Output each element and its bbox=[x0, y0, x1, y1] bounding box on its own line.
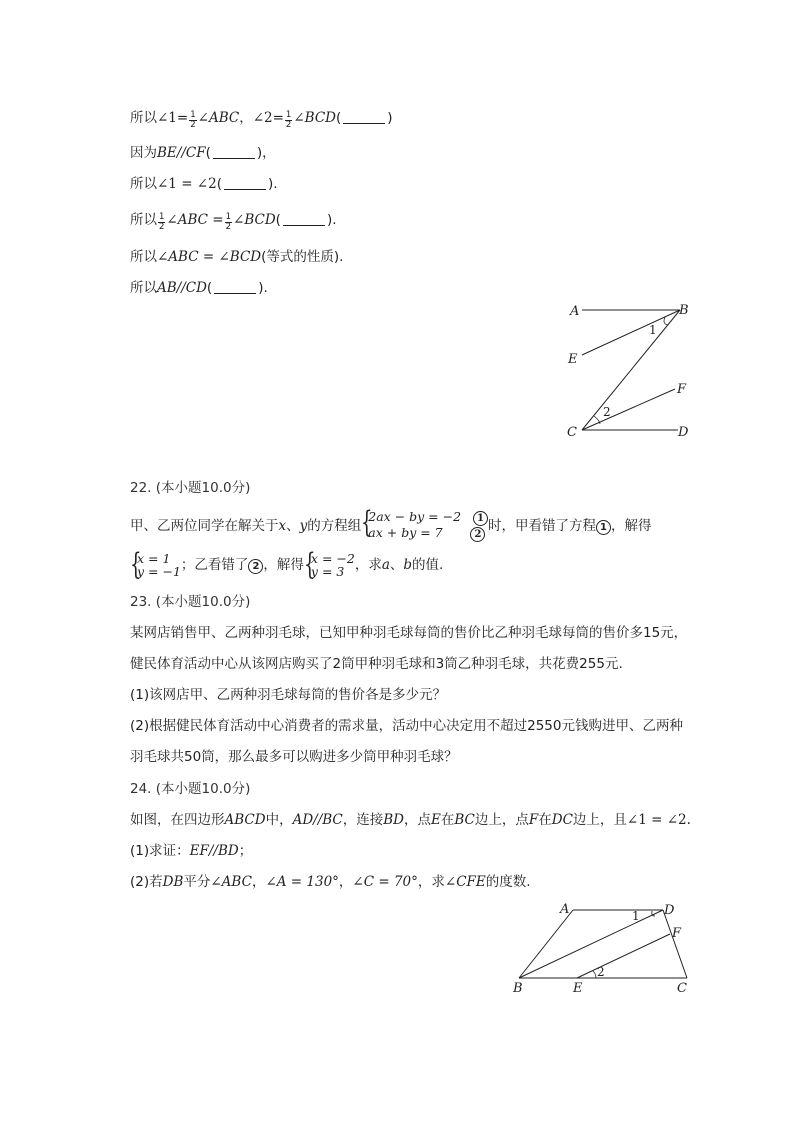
label-a: A bbox=[560, 902, 570, 917]
q24-para-1: 如图，在四边形ABCD中，AD//BC，连接BD，点E在BC边上，点F在DC边上，且∠1 = ∠2. bbox=[130, 812, 691, 828]
line-cf bbox=[582, 389, 675, 430]
solution-system-2: { x = −2 y = 3 bbox=[303, 547, 355, 582]
proof-line-5: 所以∠ABC = ∠BCD(等式的性质). bbox=[130, 249, 344, 265]
label-c: C bbox=[677, 981, 687, 996]
proof-line-6: 所以AB//CD( ). bbox=[130, 280, 268, 296]
label-angle-1: 1 bbox=[649, 323, 657, 337]
label-f: F bbox=[677, 382, 687, 397]
label-angle-2: 2 bbox=[603, 405, 611, 419]
q23-para-1: 某网店销售甲、乙两种羽毛球，已知甲种羽毛球每筒的售价比乙种羽毛球每筒的售价多15元， bbox=[130, 625, 688, 641]
answer-blank[interactable] bbox=[283, 212, 325, 226]
q23-sub-1: (1)该网店甲、乙两种羽毛球每筒的售价各是多少元？ bbox=[130, 687, 447, 703]
figure-quadrilateral bbox=[505, 898, 705, 998]
q23-para-2: 健民体育活动中心从该网店购买了2筒甲种羽毛球和3筒乙种羽毛球，共花费255元. bbox=[130, 656, 623, 672]
q22-line-2: { x = 1 y = −1 ；乙看错了 2 ，解得 { x = −2 y = 3 ，求a、b的值. bbox=[130, 547, 444, 582]
q24-sub-2: (2)若DB平分∠ABC，∠A = 130°，∠C = 70°，求∠CFE的度数. bbox=[130, 874, 531, 890]
q23-header: 23. (本小题10.0分) bbox=[130, 594, 251, 610]
q24-header: 24. (本小题10.0分) bbox=[130, 781, 251, 797]
answer-blank[interactable] bbox=[214, 280, 256, 294]
answer-blank[interactable] bbox=[213, 145, 255, 159]
angle-1-arc bbox=[664, 317, 668, 325]
label-c: C bbox=[567, 425, 577, 440]
label-angle-2: 2 bbox=[597, 965, 605, 979]
proof-line-1: 所以∠1= $\frac{1}{2}$ ∠ABC，∠2= $\frac{1}{2}$ ∠BCD( ) bbox=[130, 110, 393, 130]
equation-system: { 2ax − by = −2 1 ax + by = 7 2 bbox=[361, 510, 488, 542]
label-d: D bbox=[664, 903, 675, 918]
label-f: F bbox=[672, 926, 682, 941]
q24-sub-1: (1)求证：EF//BD； bbox=[130, 843, 253, 859]
line-bc bbox=[582, 310, 680, 430]
line-eb bbox=[582, 310, 680, 355]
diagonal-bd bbox=[519, 910, 663, 978]
q22-header: 22. (本小题10.0分) bbox=[130, 480, 251, 496]
proof-line-4: 所以 $\frac{1}{2}$ ∠ABC = $\frac{1}{2}$ ∠BCD( ). bbox=[130, 212, 337, 232]
label-a: A bbox=[570, 304, 580, 319]
solution-system-1: { x = 1 y = −1 bbox=[130, 547, 181, 582]
answer-blank[interactable] bbox=[224, 176, 266, 190]
proof-line-2: 因为BE//CF( )， bbox=[130, 145, 276, 161]
label-e: E bbox=[573, 981, 583, 996]
answer-blank[interactable] bbox=[343, 110, 385, 124]
proof-line-3: 所以∠1 = ∠2( ). bbox=[130, 176, 278, 192]
q22-line-1: 甲、乙两位同学在解关于x、y的方程组 { 2ax − by = −2 1 ax + by = 7 2 时，甲看错了方程 1 ，解得 bbox=[130, 505, 652, 540]
label-e: E bbox=[568, 352, 578, 367]
segment-ef bbox=[577, 934, 670, 978]
label-angle-1: 1 bbox=[632, 909, 640, 923]
q23-sub-2a: (2)根据健民体育活动中心消费者的需求量，活动中心决定用不超过2550元钱购进甲、乙两种 bbox=[130, 718, 683, 734]
figure-parallel-lines bbox=[560, 300, 700, 445]
side-dc bbox=[663, 910, 687, 978]
label-b: B bbox=[679, 303, 689, 318]
label-b: B bbox=[513, 981, 523, 996]
side-ab bbox=[519, 910, 573, 978]
q23-sub-2b: 羽毛球共50筒，那么最多可以购进多少筒甲种羽毛球？ bbox=[130, 749, 458, 765]
label-d: D bbox=[678, 425, 689, 440]
angle-2-arc bbox=[593, 971, 596, 978]
